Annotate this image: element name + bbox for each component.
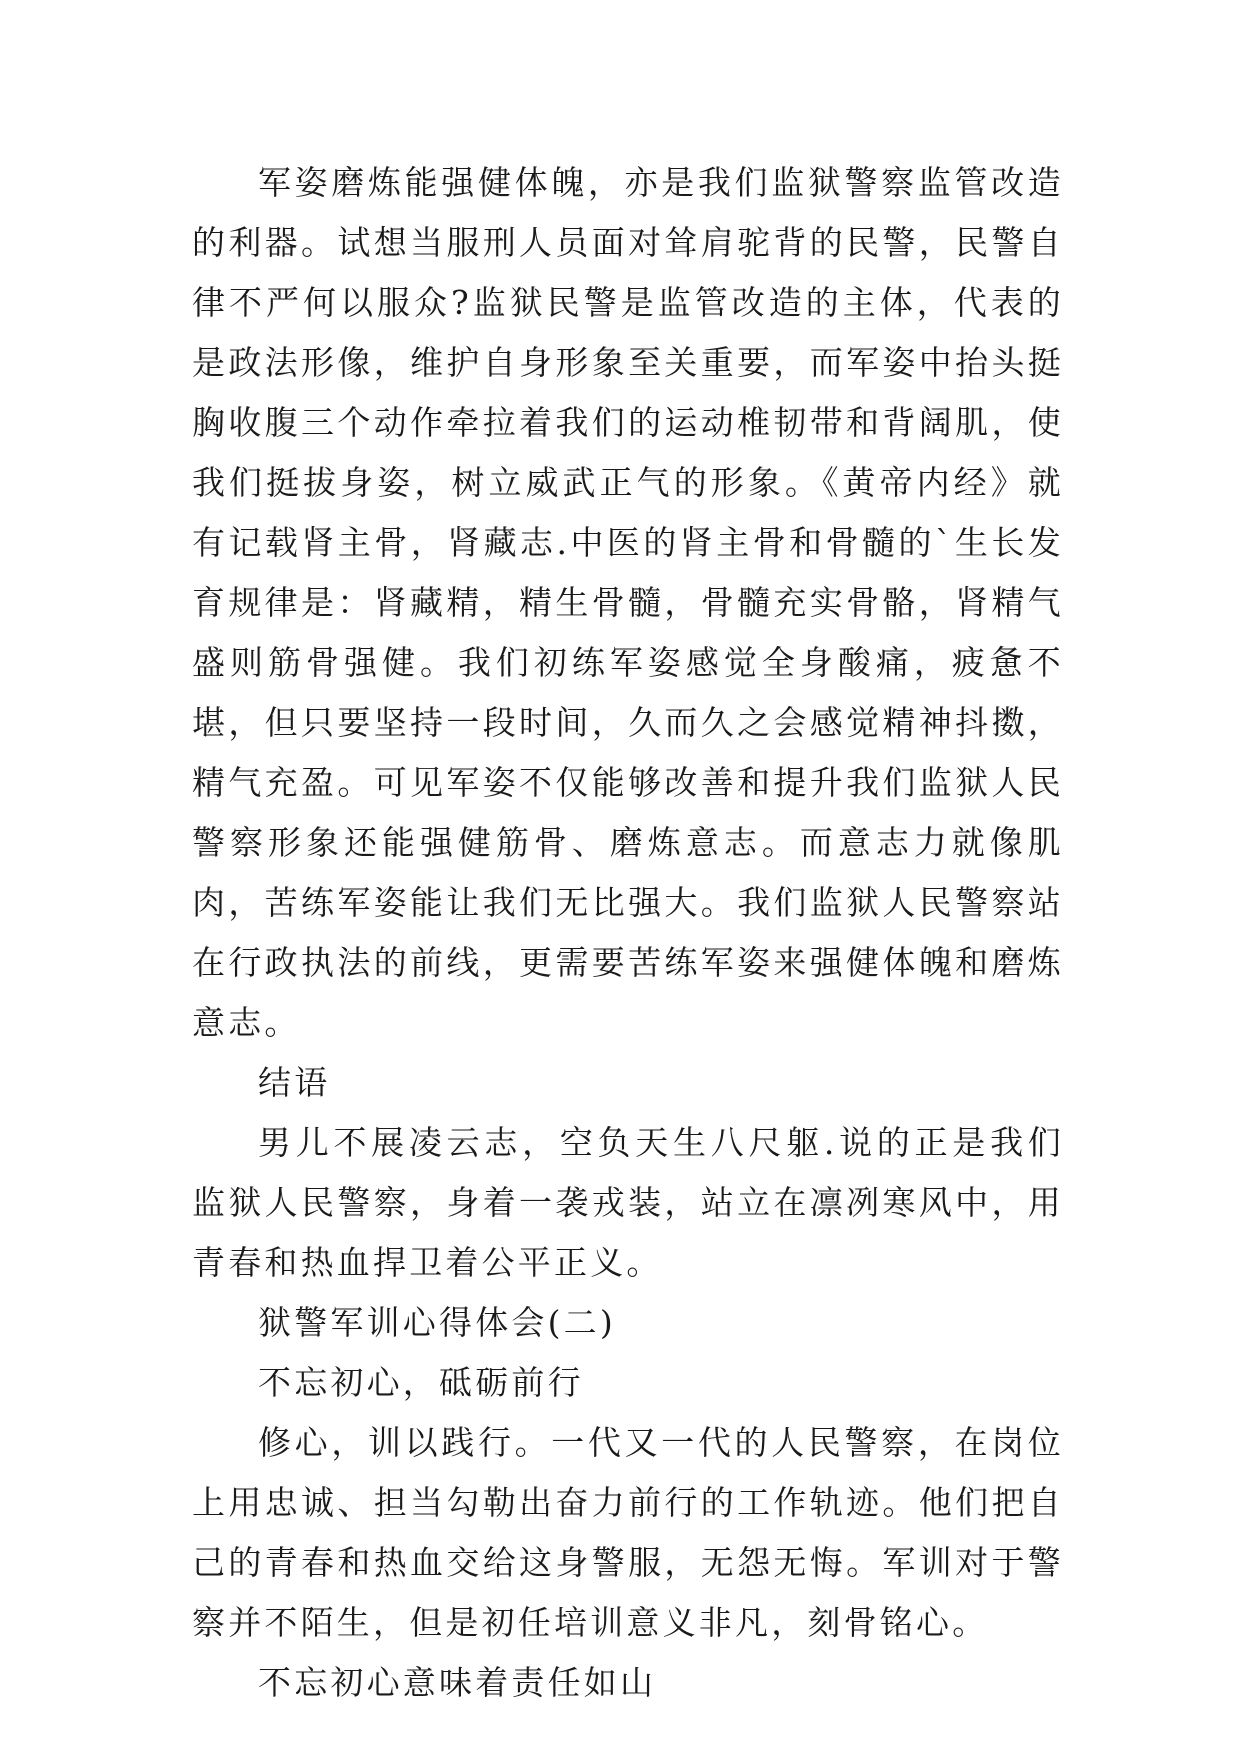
heading-conclusion: 结语 — [258, 1063, 331, 1102]
document-body — [192, 153, 1064, 1713]
paragraph-conclusion: 男儿不展凌云志，空负天生八尺躯.说的正是我们监狱人民警察，身着一袭戎装，站立在凛冽寒风中，用青春和热血捍卫着公平正义。 — [192, 1123, 1064, 1282]
paragraph-military-posture: 军姿磨炼能强健体魄，亦是我们监狱警察监管改造的利器。试想当服刑人员面对耸肩驼背的民警，民警自律不严何以服众?监狱民警是监管改造的主体，代表的是政法形像，维护自身形象至关重要，而军姿中抬头挺胸收腹三个动作牵拉着我们的运动椎韧带和背阔肌，使我们挺拔身姿，树立威武正气的形象。《黄帝内经》就有记载肾主骨，肾藏志.中医的肾主骨和骨髓的`生长发育规律是：肾藏精，精生骨髓，骨髓充实骨骼，肾精气盛则筋骨强健。我们初练军姿感觉全身酸痛，疲惫不堪，但只要坚持一段时间，久而久之会感觉精神抖擞，精气充盈。可见军姿不仅能够改善和提升我们监狱人民警察形象还能强健筋骨、磨炼意志。而意志力就像肌肉，苦练军姿能让我们无比强大。我们监狱人民警察站在行政执法的前线，更需要苦练军姿来强健体魄和磨炼意志。 — [192, 163, 1064, 1042]
section-title: 狱警军训心得体会(二) — [258, 1303, 616, 1342]
paragraph-responsibility: 不忘初心意味着责任如山 — [258, 1663, 657, 1702]
section-subtitle: 不忘初心，砥砺前行 — [258, 1363, 584, 1402]
paragraph-training: 修心，训以践行。一代又一代的人民警察，在岗位上用忠诚、担当勾勒出奋力前行的工作轨迹。他们把自己的青春和热血交给这身警服，无怨无悔。军训对于警察并不陌生，但是初任培训意义非凡，刻骨铭心。 — [192, 1423, 1064, 1642]
